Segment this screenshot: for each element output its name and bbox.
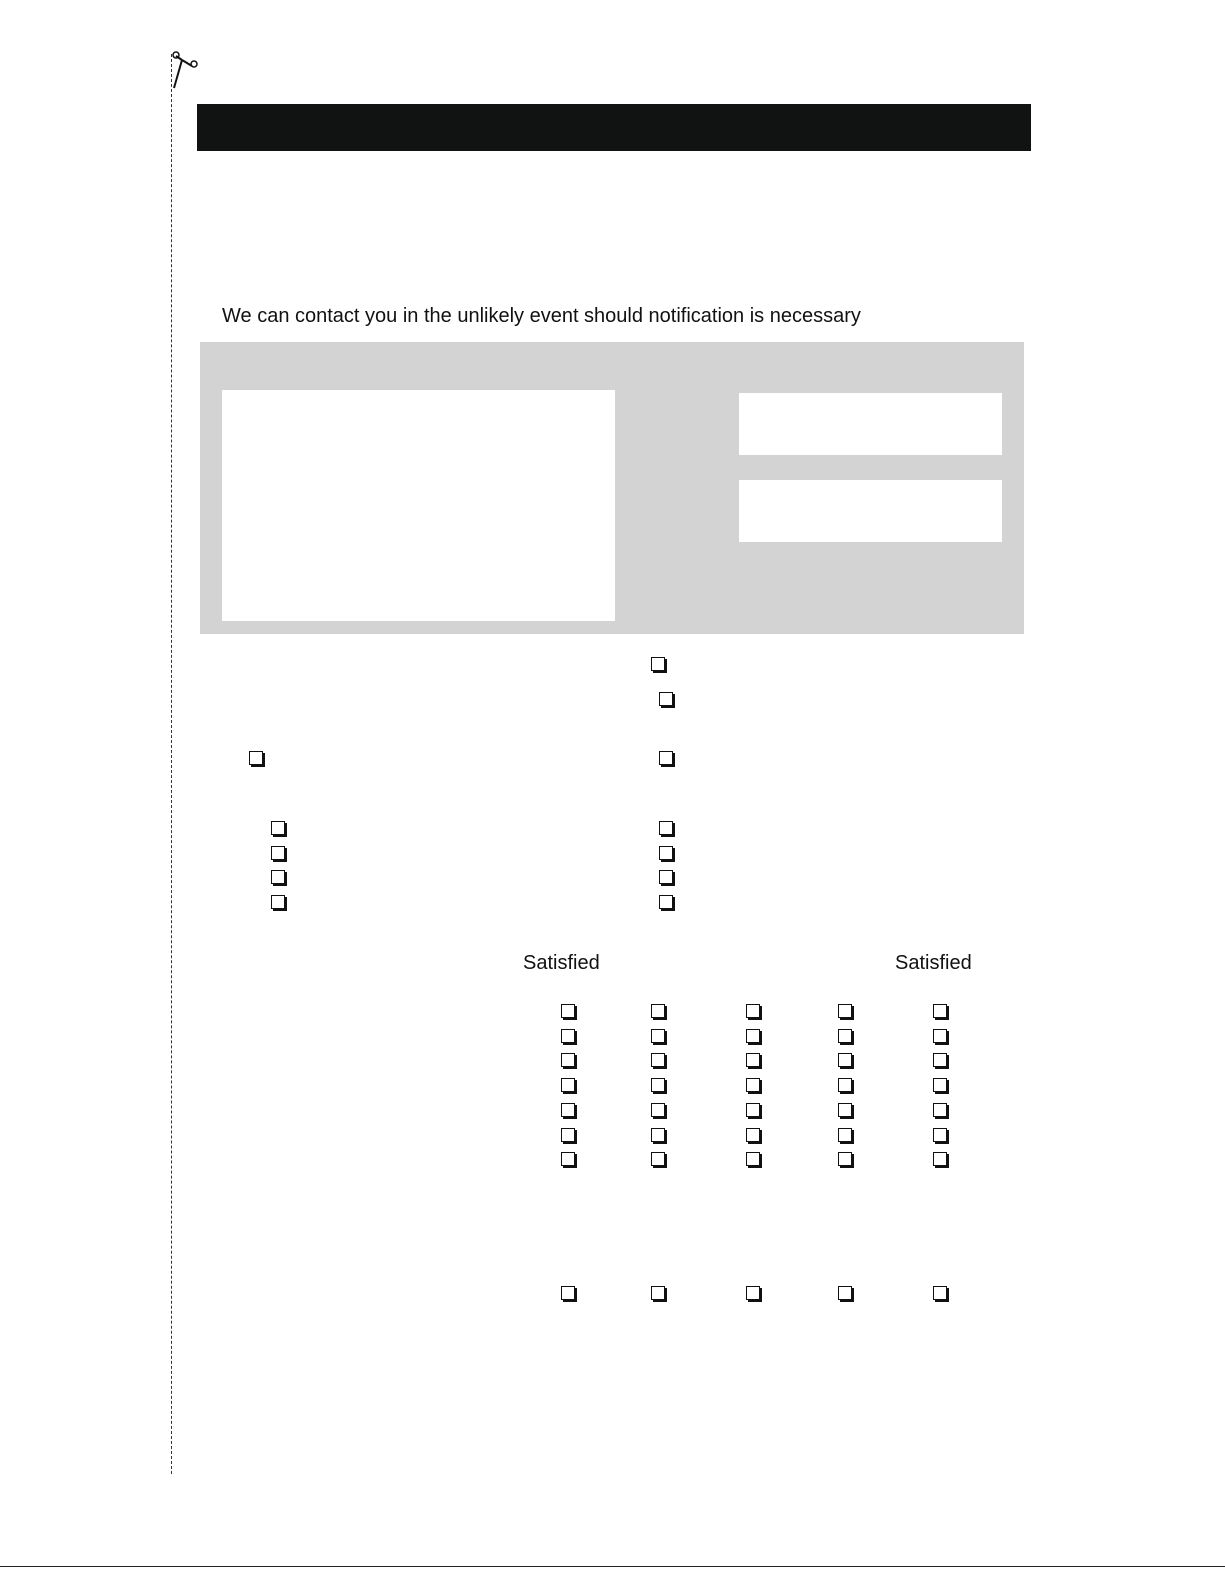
checkbox-option[interactable]: [659, 895, 673, 909]
rating-checkbox[interactable]: [933, 1053, 947, 1067]
rating-checkbox[interactable]: [561, 1152, 575, 1166]
rating-checkbox[interactable]: [838, 1078, 852, 1092]
rating-checkbox[interactable]: [651, 1103, 665, 1117]
checkbox-option[interactable]: [271, 821, 285, 835]
rating-checkbox[interactable]: [746, 1286, 760, 1300]
rating-checkbox[interactable]: [746, 1004, 760, 1018]
rating-checkbox[interactable]: [933, 1078, 947, 1092]
rating-checkbox[interactable]: [933, 1128, 947, 1142]
rating-checkbox[interactable]: [933, 1286, 947, 1300]
rating-checkbox[interactable]: [746, 1053, 760, 1067]
rating-checkbox[interactable]: [746, 1103, 760, 1117]
rating-checkbox[interactable]: [561, 1029, 575, 1043]
rating-checkbox[interactable]: [651, 1078, 665, 1092]
rating-checkbox[interactable]: [746, 1078, 760, 1092]
rating-checkbox[interactable]: [561, 1004, 575, 1018]
rating-checkbox[interactable]: [838, 1053, 852, 1067]
checkbox-option[interactable]: [659, 751, 673, 765]
rating-checkbox[interactable]: [838, 1029, 852, 1043]
scale-label-right: Satisfied: [895, 952, 972, 974]
rating-checkbox[interactable]: [651, 1286, 665, 1300]
checkbox-option[interactable]: [659, 846, 673, 860]
rating-checkbox[interactable]: [746, 1128, 760, 1142]
page-bottom-rule: [0, 1566, 1225, 1567]
checkbox-option[interactable]: [271, 870, 285, 884]
rating-checkbox[interactable]: [933, 1152, 947, 1166]
rating-checkbox[interactable]: [838, 1286, 852, 1300]
rating-checkbox[interactable]: [838, 1128, 852, 1142]
scale-label-left: Satisfied: [523, 952, 600, 974]
rating-checkbox[interactable]: [561, 1103, 575, 1117]
rating-checkbox[interactable]: [651, 1053, 665, 1067]
checkbox-option[interactable]: [659, 692, 673, 706]
rating-checkbox[interactable]: [651, 1004, 665, 1018]
scissors-icon: [168, 50, 200, 90]
rating-checkbox[interactable]: [561, 1286, 575, 1300]
rating-checkbox[interactable]: [561, 1053, 575, 1067]
checkbox-option[interactable]: [249, 751, 263, 765]
email-field[interactable]: [739, 480, 1002, 542]
cut-line: [171, 54, 172, 1474]
phone-field[interactable]: [739, 393, 1002, 455]
checkbox-option[interactable]: [271, 846, 285, 860]
rating-checkbox[interactable]: [838, 1103, 852, 1117]
header-bar: [197, 104, 1031, 151]
rating-checkbox[interactable]: [838, 1152, 852, 1166]
checkbox-option[interactable]: [651, 657, 665, 671]
contact-notice: We can contact you in the unlikely event should notification is necessary: [222, 305, 861, 327]
checkbox-option[interactable]: [659, 821, 673, 835]
rating-checkbox[interactable]: [746, 1029, 760, 1043]
rating-checkbox[interactable]: [561, 1128, 575, 1142]
address-field[interactable]: [222, 390, 615, 621]
checkbox-option[interactable]: [271, 895, 285, 909]
rating-checkbox[interactable]: [933, 1004, 947, 1018]
rating-checkbox[interactable]: [561, 1078, 575, 1092]
rating-checkbox[interactable]: [746, 1152, 760, 1166]
rating-checkbox[interactable]: [651, 1152, 665, 1166]
rating-checkbox[interactable]: [933, 1103, 947, 1117]
rating-checkbox[interactable]: [933, 1029, 947, 1043]
rating-checkbox[interactable]: [651, 1128, 665, 1142]
checkbox-option[interactable]: [659, 870, 673, 884]
rating-checkbox[interactable]: [838, 1004, 852, 1018]
rating-checkbox[interactable]: [651, 1029, 665, 1043]
